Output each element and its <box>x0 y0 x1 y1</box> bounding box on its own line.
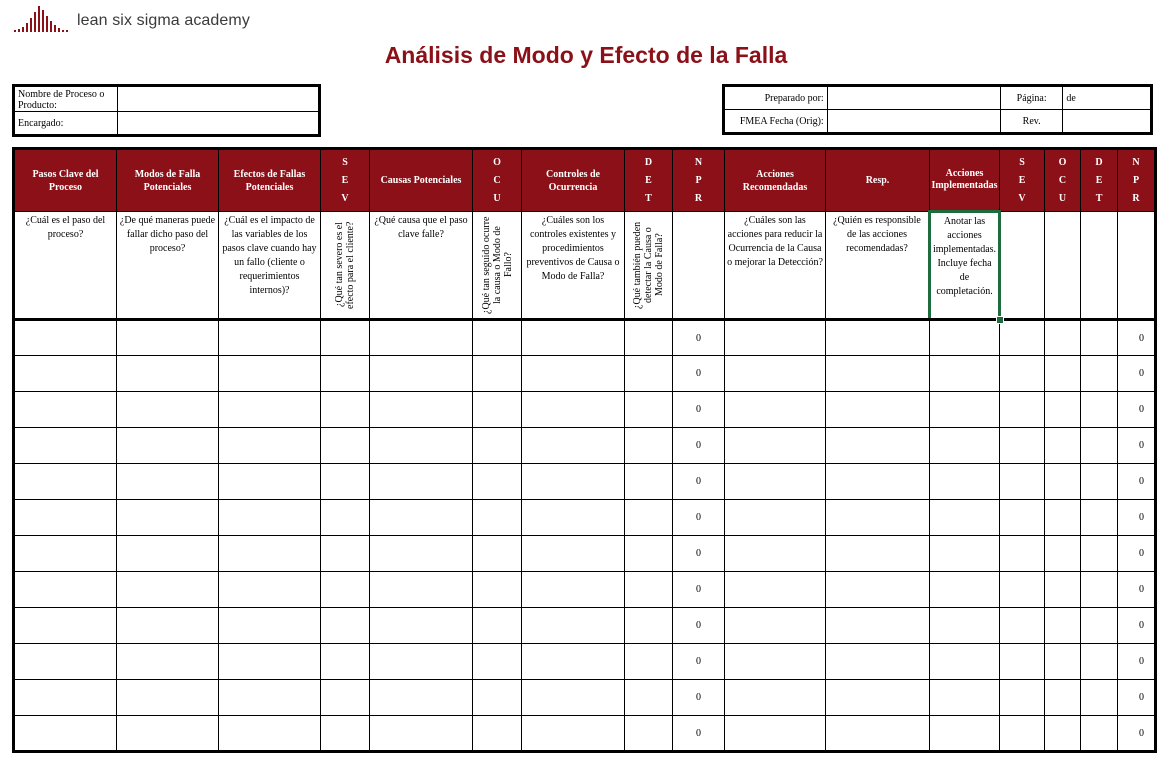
table-cell[interactable] <box>522 716 625 752</box>
table-cell[interactable] <box>625 608 673 644</box>
npr-cell[interactable]: 0 <box>673 572 725 608</box>
table-cell[interactable] <box>117 428 219 464</box>
table-cell[interactable] <box>117 320 219 356</box>
header-left <box>12 84 321 137</box>
logo-text: lean six sigma academy <box>77 12 250 29</box>
table-cell[interactable] <box>522 464 625 500</box>
npr-2-cell[interactable]: 0 <box>1118 392 1156 428</box>
table-cell[interactable] <box>1000 320 1045 356</box>
table-cell[interactable] <box>625 536 673 572</box>
col-header-sev: S E V <box>321 149 370 212</box>
table-cell[interactable] <box>473 392 522 428</box>
table-cell[interactable] <box>370 320 473 356</box>
desc-npr[interactable] <box>673 212 725 320</box>
table-cell[interactable] <box>219 392 321 428</box>
table-cell[interactable] <box>321 608 370 644</box>
table-cell[interactable] <box>826 716 930 752</box>
rev-label: Rev. <box>1000 110 1062 134</box>
table-cell[interactable] <box>625 572 673 608</box>
table-cell[interactable] <box>117 464 219 500</box>
table-cell[interactable] <box>219 536 321 572</box>
desc-controls[interactable]: ¿Cuáles son los controles existentes y procedimientos preventivos de Causa o Modo de Falla? <box>522 212 625 320</box>
table-cell[interactable] <box>1000 572 1045 608</box>
table-cell[interactable] <box>117 392 219 428</box>
desc-sev: ¿Qué tan severo es el efecto para el cliente? <box>334 221 356 309</box>
table-cell[interactable] <box>473 680 522 716</box>
table-cell[interactable] <box>1045 356 1081 392</box>
logo <box>14 2 314 32</box>
table-cell[interactable] <box>370 392 473 428</box>
table-cell[interactable] <box>725 500 826 536</box>
prepared-by-field[interactable] <box>827 86 1000 110</box>
table-cell[interactable] <box>1045 428 1081 464</box>
npr-cell[interactable]: 0 <box>673 608 725 644</box>
table-cell[interactable] <box>14 428 117 464</box>
table-cell[interactable] <box>725 680 826 716</box>
desc-actions[interactable]: ¿Cuáles son las acciones para reducir la Ocurrencia de la Causa o mejorar la Detección? <box>725 212 826 320</box>
table-cell[interactable] <box>1000 680 1045 716</box>
table-cell[interactable] <box>219 608 321 644</box>
npr-2-cell[interactable]: 0 <box>1118 500 1156 536</box>
col-header-implementadas: Acciones Implementadas <box>930 149 1000 212</box>
col-header-ocu-2: O C U <box>1045 149 1081 212</box>
npr-2-cell[interactable]: 0 <box>1118 356 1156 392</box>
table-cell[interactable] <box>625 716 673 752</box>
table-cell[interactable] <box>370 464 473 500</box>
table-cell[interactable] <box>370 356 473 392</box>
table-cell[interactable] <box>321 392 370 428</box>
table-cell[interactable] <box>930 320 1000 356</box>
table-cell[interactable] <box>725 644 826 680</box>
table-cell[interactable] <box>14 356 117 392</box>
table-cell[interactable] <box>14 644 117 680</box>
table-cell[interactable] <box>522 644 625 680</box>
desc-ocu: ¿Qué tan seguido ocurre la causa o Modo de Fallo? <box>480 216 514 314</box>
npr-2-cell[interactable]: 0 <box>1118 716 1156 752</box>
col-header-det: D E T <box>625 149 673 212</box>
table-cell[interactable] <box>522 680 625 716</box>
table-cell[interactable] <box>826 320 930 356</box>
table-cell[interactable] <box>117 356 219 392</box>
table-row <box>14 680 1156 716</box>
table-cell[interactable] <box>117 572 219 608</box>
desc-causes[interactable]: ¿Qué causa que el paso clave falle? <box>370 212 473 320</box>
table-cell[interactable] <box>1045 536 1081 572</box>
table-row <box>14 392 1156 428</box>
table-cell[interactable] <box>14 536 117 572</box>
npr-2-cell[interactable]: 0 <box>1118 428 1156 464</box>
table-cell[interactable] <box>321 536 370 572</box>
table-cell[interactable] <box>826 500 930 536</box>
desc-det-2[interactable] <box>1081 212 1118 320</box>
table-cell[interactable] <box>725 392 826 428</box>
npr-cell[interactable]: 0 <box>673 500 725 536</box>
table-cell[interactable] <box>117 608 219 644</box>
npr-cell[interactable]: 0 <box>673 320 725 356</box>
table-cell[interactable] <box>930 428 1000 464</box>
table-cell[interactable] <box>370 716 473 752</box>
table-cell[interactable] <box>725 356 826 392</box>
table-cell[interactable] <box>219 464 321 500</box>
table-cell[interactable] <box>219 572 321 608</box>
table-cell[interactable] <box>1081 464 1118 500</box>
table-row <box>14 356 1156 392</box>
header-right <box>722 84 1153 135</box>
table-cell[interactable] <box>1045 716 1081 752</box>
table-cell[interactable] <box>1081 356 1118 392</box>
table-cell[interactable] <box>473 464 522 500</box>
col-header-causas: Causas Potenciales <box>370 149 473 212</box>
table-cell[interactable] <box>930 500 1000 536</box>
table-cell[interactable] <box>522 428 625 464</box>
col-header-pasos: Pasos Clave del Proceso <box>14 149 117 212</box>
table-cell[interactable] <box>930 644 1000 680</box>
table-cell[interactable] <box>473 356 522 392</box>
table-cell[interactable] <box>625 392 673 428</box>
table-cell[interactable] <box>473 536 522 572</box>
table-cell[interactable] <box>725 464 826 500</box>
table-cell[interactable] <box>321 320 370 356</box>
table-cell[interactable] <box>930 680 1000 716</box>
prepared-by-label: Preparado por: <box>724 86 828 110</box>
table-cell[interactable] <box>473 572 522 608</box>
col-header-sev-2: S E V <box>1000 149 1045 212</box>
table-cell[interactable] <box>1045 680 1081 716</box>
table-cell[interactable] <box>625 356 673 392</box>
npr-2-cell[interactable]: 0 <box>1118 608 1156 644</box>
desc-npr-2[interactable] <box>1118 212 1156 320</box>
table-cell[interactable] <box>473 644 522 680</box>
table-cell[interactable] <box>930 608 1000 644</box>
table-cell[interactable] <box>14 572 117 608</box>
table-cell[interactable] <box>1000 608 1045 644</box>
npr-2-cell[interactable]: 0 <box>1118 464 1156 500</box>
table-cell[interactable] <box>14 680 117 716</box>
table-cell[interactable] <box>522 356 625 392</box>
table-cell[interactable] <box>1081 320 1118 356</box>
desc-step[interactable]: ¿Cuál es el paso del proceso? <box>14 212 117 320</box>
table-row <box>14 572 1156 608</box>
table-cell[interactable] <box>14 608 117 644</box>
table-cell[interactable] <box>826 644 930 680</box>
col-header-resp: Resp. <box>826 149 930 212</box>
npr-2-cell[interactable]: 0 <box>1118 680 1156 716</box>
npr-2-cell[interactable]: 0 <box>1118 320 1156 356</box>
table-cell[interactable] <box>522 500 625 536</box>
table-cell[interactable] <box>370 644 473 680</box>
table-cell[interactable] <box>1045 392 1081 428</box>
desc-effects[interactable]: ¿Cuál es el impacto de las variables de los pasos clave cuando hay un fallo (cliente o requerimientos internos)? <box>219 212 321 320</box>
table-cell[interactable] <box>219 428 321 464</box>
page-title: Análisis de Modo y Efecto de la Falla <box>384 42 788 68</box>
table-cell[interactable] <box>826 680 930 716</box>
npr-cell[interactable]: 0 <box>673 680 725 716</box>
desc-ocu-2[interactable] <box>1045 212 1081 320</box>
table-row <box>14 644 1156 680</box>
owner-label: Encargado: <box>14 112 118 136</box>
table-cell[interactable] <box>930 356 1000 392</box>
process-name-field[interactable] <box>118 86 320 112</box>
table-cell[interactable] <box>1045 608 1081 644</box>
desc-resp[interactable]: ¿Quién es responsible de las acciones recomendadas? <box>826 212 930 320</box>
table-row <box>14 320 1156 356</box>
table-cell[interactable] <box>625 500 673 536</box>
table-cell[interactable] <box>219 716 321 752</box>
description-row <box>14 212 1156 320</box>
desc-implemented: Anotar las acciones implementadas. Incluye fecha de completación. <box>933 216 997 297</box>
table-cell[interactable] <box>826 428 930 464</box>
bar-chart-logo-icon <box>14 4 74 32</box>
npr-cell[interactable]: 0 <box>673 644 725 680</box>
npr-cell[interactable]: 0 <box>673 464 725 500</box>
table-cell[interactable] <box>1000 500 1045 536</box>
table-cell[interactable] <box>370 500 473 536</box>
table-cell[interactable] <box>826 356 930 392</box>
fmea-date-field[interactable] <box>827 110 1000 134</box>
table-cell[interactable] <box>1045 320 1081 356</box>
fmea-date-label: FMEA Fecha (Orig): <box>724 110 828 134</box>
table-cell[interactable] <box>219 680 321 716</box>
table-cell[interactable] <box>1081 500 1118 536</box>
table-cell[interactable] <box>117 644 219 680</box>
table-header-row <box>14 149 1156 212</box>
table-cell[interactable] <box>321 356 370 392</box>
desc-det: ¿Qué también pueden detectar la Causa o Modo de Falla? <box>632 221 665 309</box>
table-cell[interactable] <box>725 320 826 356</box>
table-cell[interactable] <box>625 680 673 716</box>
table-cell[interactable] <box>625 464 673 500</box>
table-cell[interactable] <box>321 464 370 500</box>
table-cell[interactable] <box>1081 572 1118 608</box>
table-row <box>14 464 1156 500</box>
table-cell[interactable] <box>725 536 826 572</box>
table-cell[interactable] <box>370 536 473 572</box>
page-of-label: de <box>1063 86 1152 110</box>
table-cell[interactable] <box>1000 356 1045 392</box>
table-cell[interactable] <box>1000 392 1045 428</box>
table-cell[interactable] <box>321 716 370 752</box>
table-cell[interactable] <box>321 680 370 716</box>
table-cell[interactable] <box>826 536 930 572</box>
table-row <box>14 536 1156 572</box>
table-cell[interactable] <box>1000 536 1045 572</box>
table-cell[interactable] <box>219 644 321 680</box>
table-cell[interactable] <box>930 536 1000 572</box>
fmea-table <box>12 147 1157 753</box>
table-cell[interactable] <box>370 680 473 716</box>
table-cell[interactable] <box>473 608 522 644</box>
table-cell[interactable] <box>522 536 625 572</box>
table-cell[interactable] <box>219 356 321 392</box>
table-cell[interactable] <box>725 716 826 752</box>
table-cell[interactable] <box>473 500 522 536</box>
table-cell[interactable] <box>522 320 625 356</box>
table-cell[interactable] <box>826 464 930 500</box>
table-cell[interactable] <box>1081 644 1118 680</box>
table-cell[interactable] <box>473 320 522 356</box>
col-header-controles: Controles de Ocurrencia <box>522 149 625 212</box>
table-cell[interactable] <box>625 428 673 464</box>
table-cell[interactable] <box>1000 428 1045 464</box>
table-cell[interactable] <box>1000 644 1045 680</box>
table-cell[interactable] <box>725 608 826 644</box>
desc-ocu-cell[interactable] <box>473 212 522 320</box>
table-cell[interactable] <box>370 572 473 608</box>
table-cell[interactable] <box>1081 680 1118 716</box>
table-cell[interactable] <box>625 320 673 356</box>
table-cell[interactable] <box>117 716 219 752</box>
table-cell[interactable] <box>321 572 370 608</box>
table-cell[interactable] <box>725 428 826 464</box>
table-cell[interactable] <box>725 572 826 608</box>
table-cell[interactable] <box>930 464 1000 500</box>
table-cell[interactable] <box>826 608 930 644</box>
owner-field[interactable] <box>118 112 320 136</box>
table-cell[interactable] <box>321 428 370 464</box>
table-row <box>14 608 1156 644</box>
col-header-ocu: O C U <box>473 149 522 212</box>
table-cell[interactable] <box>1045 572 1081 608</box>
table-cell[interactable] <box>321 644 370 680</box>
selected-cell[interactable] <box>930 212 1000 320</box>
table-cell[interactable] <box>14 500 117 536</box>
table-cell[interactable] <box>1045 464 1081 500</box>
table-cell[interactable] <box>1081 608 1118 644</box>
table-cell[interactable] <box>219 500 321 536</box>
table-cell[interactable] <box>1045 644 1081 680</box>
table-cell[interactable] <box>117 500 219 536</box>
npr-cell[interactable]: 0 <box>673 536 725 572</box>
table-cell[interactable] <box>473 428 522 464</box>
page-label: Página: <box>1000 86 1062 110</box>
table-cell[interactable] <box>930 572 1000 608</box>
npr-2-cell[interactable]: 0 <box>1118 644 1156 680</box>
fill-handle[interactable] <box>996 316 1004 324</box>
table-cell[interactable] <box>1081 428 1118 464</box>
table-cell[interactable] <box>625 644 673 680</box>
table-cell[interactable] <box>522 392 625 428</box>
npr-cell[interactable]: 0 <box>673 392 725 428</box>
npr-2-cell[interactable]: 0 <box>1118 536 1156 572</box>
table-cell[interactable] <box>1081 536 1118 572</box>
col-header-npr-2: N P R <box>1118 149 1156 212</box>
col-header-det-2: D E T <box>1081 149 1118 212</box>
table-cell[interactable] <box>117 680 219 716</box>
table-cell[interactable] <box>117 536 219 572</box>
table-cell[interactable] <box>14 392 117 428</box>
col-header-efectos: Efectos de Fallas Potenciales <box>219 149 321 212</box>
desc-sev-2[interactable] <box>1000 212 1045 320</box>
npr-cell[interactable]: 0 <box>673 428 725 464</box>
rev-field[interactable] <box>1063 110 1152 134</box>
table-row <box>14 500 1156 536</box>
process-name-label: Nombre de Proceso o Producto: <box>14 86 118 112</box>
npr-2-cell[interactable]: 0 <box>1118 572 1156 608</box>
table-cell[interactable] <box>14 716 117 752</box>
col-header-npr: N P R <box>673 149 725 212</box>
col-header-acciones: Acciones Recomendadas <box>725 149 826 212</box>
table-cell[interactable] <box>370 608 473 644</box>
npr-cell[interactable]: 0 <box>673 356 725 392</box>
desc-det-cell[interactable] <box>625 212 673 320</box>
table-cell[interactable] <box>930 392 1000 428</box>
desc-sev-cell[interactable] <box>321 212 370 320</box>
table-cell[interactable] <box>370 428 473 464</box>
table-cell[interactable] <box>473 716 522 752</box>
table-cell[interactable] <box>522 572 625 608</box>
table-row <box>14 716 1156 752</box>
table-cell[interactable] <box>321 500 370 536</box>
table-cell[interactable] <box>826 392 930 428</box>
npr-cell[interactable]: 0 <box>673 716 725 752</box>
table-cell[interactable] <box>930 716 1000 752</box>
table-cell[interactable] <box>826 572 930 608</box>
table-cell[interactable] <box>14 320 117 356</box>
table-cell[interactable] <box>14 464 117 500</box>
table-cell[interactable] <box>1000 464 1045 500</box>
table-cell[interactable] <box>522 608 625 644</box>
table-cell[interactable] <box>1081 392 1118 428</box>
table-cell[interactable] <box>1045 500 1081 536</box>
desc-failure-modes[interactable]: ¿De qué maneras puede fallar dicho paso del proceso? <box>117 212 219 320</box>
table-row <box>14 428 1156 464</box>
col-header-modos: Modos de Falla Potenciales <box>117 149 219 212</box>
table-cell[interactable] <box>1000 716 1045 752</box>
table-cell[interactable] <box>219 320 321 356</box>
table-cell[interactable] <box>1081 716 1118 752</box>
